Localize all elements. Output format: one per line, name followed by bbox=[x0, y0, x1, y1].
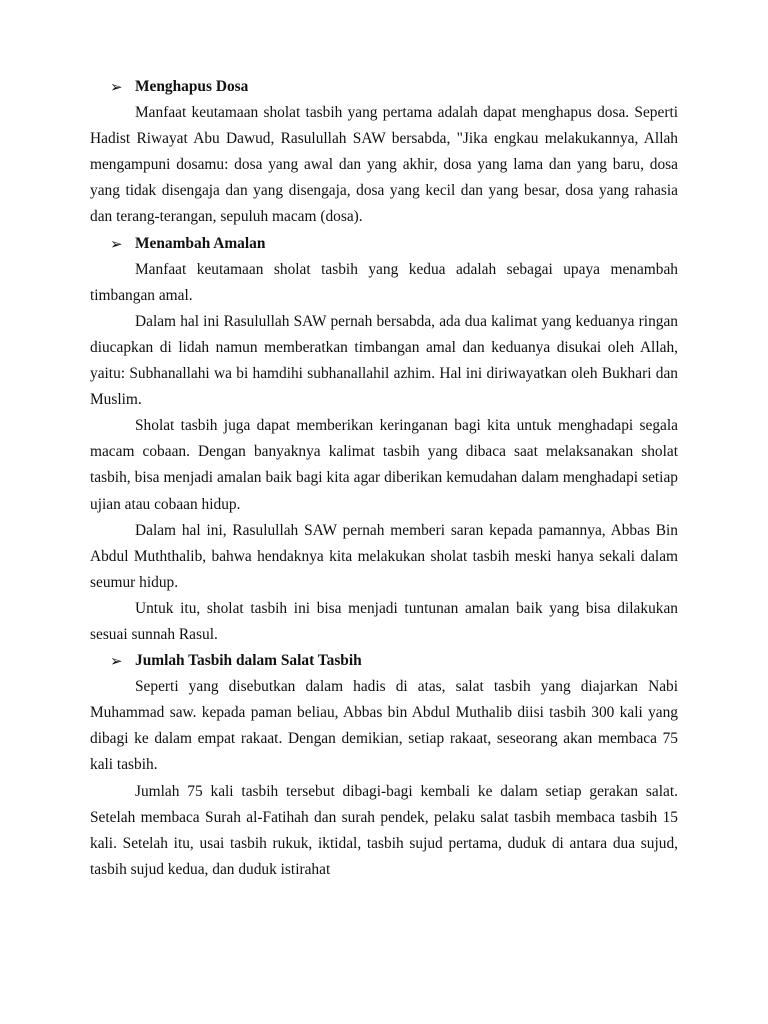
arrow-bullet-icon: ➢ bbox=[110, 78, 123, 96]
paragraph: Manfaat keutamaan sholat tasbih yang kedua adalah sebagai upaya menambah timbangan amal. bbox=[90, 260, 678, 304]
paragraph: Dalam hal ini Rasulullah SAW pernah bersabda, ada dua kalimat yang keduanya ringan diucapkan di lidah namun memberatkan timbangan amal dan keduanya disukai oleh Allah, yaitu: Subhanallahi wa bi hamdihi subhanallahil azhim. Hal ini diriwayatkan oleh Bukhari dan Muslim. bbox=[90, 312, 678, 409]
section-heading-jumlah-tasbih bbox=[90, 648, 678, 674]
section-heading-menambah-amalan bbox=[90, 231, 678, 257]
paragraph: Untuk itu, sholat tasbih ini bisa menjadi tuntunan amalan baik yang bisa dilakukan sesuai sunnah Rasul. bbox=[90, 599, 678, 643]
section-heading-text: Menambah Amalan bbox=[135, 234, 266, 252]
paragraph: Manfaat keutamaan sholat tasbih yang pertama adalah dapat menghapus dosa. Seperti Hadist Riwayat Abu Dawud, Rasulullah SAW bersabda, "Jika engkau melakukannya, Allah mengampuni dosamu: dosa yang awal dan yang akhir, dosa yang lama dan yang baru, dosa yang tidak disengaja dan yang disengaja, dosa yang kecil dan yang besar, dosa yang rahasia dan terang-terangan, sepuluh macam (dosa). bbox=[90, 104, 678, 226]
section-heading-menghapus-dosa bbox=[90, 74, 678, 100]
section-heading-text: Menghapus Dosa bbox=[135, 78, 249, 95]
paragraph: Sholat tasbih juga dapat memberikan keringanan bagi kita untuk menghadapi segala macam cobaan. Dengan banyaknya kalimat tasbih yang dibaca saat melaksanakan sholat tasbih, bisa menjadi amalan baik bagi kita agar diberikan kemudahan dalam menghadapi setiap ujian atau cobaan hidup. bbox=[90, 417, 678, 513]
paragraph: Dalam hal ini, Rasulullah SAW pernah memberi saran kepada pamannya, Abbas Bin Abdul Muththalib, bahwa hendaknya kita melakukan sholat tasbih meski hanya sekali dalam seumur hidup. bbox=[90, 521, 678, 591]
paragraph: Jumlah 75 kali tasbih tersebut dibagi-bagi kembali ke dalam setiap gerakan salat. Setelah membaca Surah al-Fatihah dan surah pendek, pelaku salat tasbih membaca tasbih 15 kali. Setelah itu, usai tasbih rukuk, iktidal, tasbih sujud pertama, duduk di antara dua sujud, tasbih sujud kedua, dan duduk istirahat bbox=[90, 782, 678, 878]
document-page bbox=[90, 74, 678, 883]
arrow-bullet-icon: ➢ bbox=[110, 234, 123, 253]
arrow-bullet-icon: ➢ bbox=[110, 652, 123, 671]
section-heading-text: Jumlah Tasbih dalam Salat Tasbih bbox=[135, 652, 362, 670]
paragraph: Seperti yang disebutkan dalam hadis di atas, salat tasbih yang diajarkan Nabi Muhammad saw. kepada paman beliau, Abbas bin Abdul Muthalib diisi tasbih 300 kali yang dibagi ke dalam empat rakaat. Dengan demikian, setiap rakaat, seseorang akan membaca 75 kali tasbih. bbox=[90, 678, 678, 774]
